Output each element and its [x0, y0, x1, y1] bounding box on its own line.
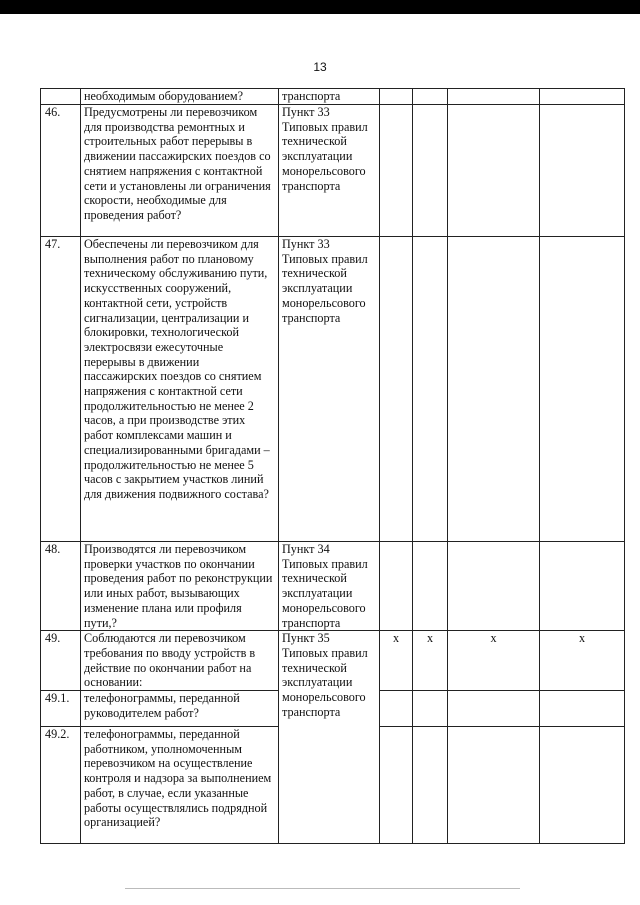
question-cell: необходимым оборудованием?	[81, 89, 279, 105]
mark-cell	[540, 89, 625, 105]
mark-cell	[380, 105, 413, 237]
checklist-table	[40, 88, 625, 844]
question-cell: телефонограммы, переданной работником, уполномоченным перевозчиком на осуществление контроля и надзора за выполнением работ, в случае, если указанные работы осуществлялись подрядной организацией?	[81, 727, 279, 844]
row-number: 49.	[41, 631, 81, 691]
mark-cell	[413, 691, 448, 727]
mark-cell	[448, 691, 540, 727]
reference-cell: Пункт 35 Типовых правил технической эксплуатации монорельсового транспорта	[279, 631, 380, 844]
scan-top-edge	[0, 0, 640, 14]
mark-cell	[413, 542, 448, 631]
mark-cell	[540, 542, 625, 631]
question-cell: Производятся ли перевозчиком проверки участков по окончании проведения работ по реконструкции или иных работ, вызывающих изменение плана или профиля пути,?	[81, 542, 279, 631]
mark-cell	[380, 237, 413, 542]
mark-cell	[448, 89, 540, 105]
scan-bottom-line	[125, 888, 520, 889]
question-cell: телефонограммы, переданной руководителем работ?	[81, 691, 279, 727]
row-number: 47.	[41, 237, 81, 542]
reference-cell: Пункт 33 Типовых правил технической эксплуатации монорельсового транспорта	[279, 105, 380, 237]
table-row	[41, 89, 625, 105]
mark-cell	[540, 727, 625, 844]
reference-cell: Пункт 33 Типовых правил технической эксплуатации монорельсового транспорта	[279, 237, 380, 542]
row-number: 48.	[41, 542, 81, 631]
row-number: 46.	[41, 105, 81, 237]
mark-cell	[380, 691, 413, 727]
mark-cell: x	[448, 631, 540, 691]
mark-cell	[380, 727, 413, 844]
mark-cell	[380, 542, 413, 631]
mark-cell	[448, 542, 540, 631]
table-row	[41, 542, 625, 631]
table-row	[41, 105, 625, 237]
mark-cell	[540, 691, 625, 727]
mark-cell	[413, 727, 448, 844]
mark-cell	[413, 105, 448, 237]
row-number: 49.1.	[41, 691, 81, 727]
page-number: 13	[313, 60, 327, 74]
mark-cell	[413, 89, 448, 105]
mark-cell	[540, 237, 625, 542]
table-row	[41, 631, 625, 691]
mark-cell	[448, 727, 540, 844]
table-row	[41, 237, 625, 542]
question-cell: Предусмотрены ли перевозчиком для производства ремонтных и строительных работ перерывы в движении пассажирских поездов со снятием напряжения с контактной сети и установлены ли ограничения скорости, необходимые для проведения работ?	[81, 105, 279, 237]
row-number: 49.2.	[41, 727, 81, 844]
mark-cell	[448, 237, 540, 542]
mark-cell: x	[413, 631, 448, 691]
question-cell: Обеспечены ли перевозчиком для выполнения работ по плановому техническому обслуживанию пути, искусственных сооружений, контактной сети, устройств сигнализации, централизации и блокировки, технологической электросвязи ежесуточные перерывы в движении пассажирских поездов со снятием напряжения с контактной сети продолжительностью не менее 2 часов, а при производстве этих работ комплексами машин и специализированными бригадами – продолжительностью не менее 5 часов с закрытием участков линий для движения подвижного состава?	[81, 237, 279, 542]
mark-cell	[448, 105, 540, 237]
mark-cell: x	[540, 631, 625, 691]
question-cell: Соблюдаются ли перевозчиком требования по вводу устройств в действие по окончании работ на основании:	[81, 631, 279, 691]
mark-cell	[413, 237, 448, 542]
mark-cell: x	[380, 631, 413, 691]
mark-cell	[540, 105, 625, 237]
reference-cell: Пункт 34 Типовых правил технической эксплуатации монорельсового транспорта	[279, 542, 380, 631]
mark-cell	[380, 89, 413, 105]
reference-cell: транспорта	[279, 89, 380, 105]
row-number	[41, 89, 81, 105]
